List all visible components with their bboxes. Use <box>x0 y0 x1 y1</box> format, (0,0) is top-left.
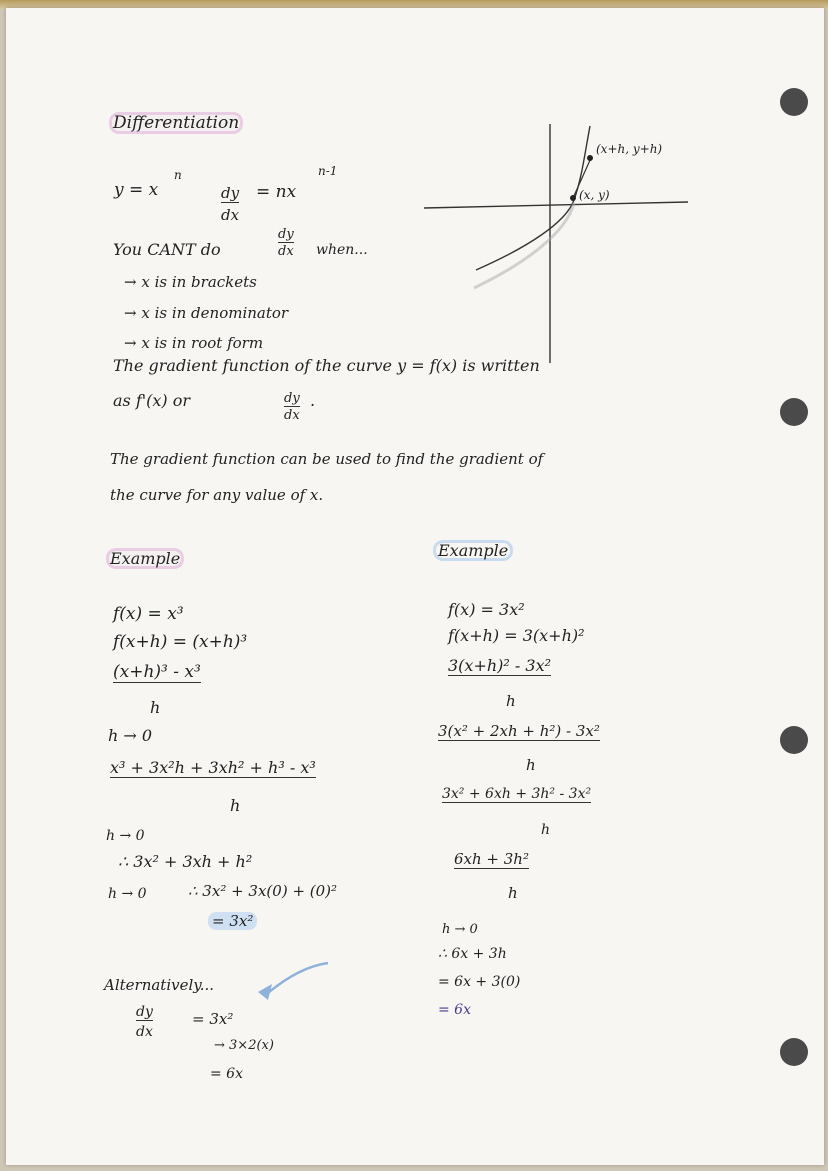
rule-deriv-bottom: dx <box>221 206 240 224</box>
rule-rhs-power: n-1 <box>318 164 338 178</box>
example-right-line: ∴ 6x + 3h <box>438 946 507 962</box>
rule-power: n <box>174 168 182 182</box>
gradient-def-line2: as f'(x) or <box>113 391 191 410</box>
alt-frac-bottom: dx <box>136 1024 153 1040</box>
cant-item: → x is in brackets <box>124 273 257 291</box>
example-right-line: h <box>506 692 516 710</box>
example-right-line: 3x² + 6xh + 3h² - 3x² <box>442 786 592 802</box>
alt-equation: = 3x² <box>192 1010 234 1028</box>
example-left-line: f(x+h) = (x+h)³ <box>113 632 248 652</box>
example-right-title: Example <box>433 540 513 561</box>
example-left-line: ∴ 3x² + 3xh + h² <box>118 852 253 871</box>
example-left-line: ∴ 3x² + 3x(0) + (0)² <box>188 882 338 900</box>
example-right-line: h <box>541 822 551 838</box>
gradient-def-frac-top: dy <box>284 391 300 406</box>
example-left-title: Example <box>106 548 184 569</box>
example-right-line: f(x) = 3x² <box>448 600 525 619</box>
graph-label-bottom: (x, y) <box>579 188 610 202</box>
example-left-line: f(x) = x³ <box>113 604 184 624</box>
example-right-line: 3(x² + 2xh + h²) - 3x² <box>438 722 600 740</box>
cant-tail: when... <box>316 242 368 258</box>
rule-lhs: y = x <box>114 180 159 200</box>
gradient-def-line1: The gradient function of the curve y = f(x) is written <box>113 356 540 375</box>
alt-result: = 6x <box>210 1066 243 1082</box>
cant-frac-top: dy <box>278 227 294 242</box>
cant-intro: You CANT do <box>113 240 221 259</box>
example-left-line: (x+h)³ - x³ <box>113 662 201 682</box>
cant-frac-bottom: dx <box>278 244 294 259</box>
example-left-line: h → 0 <box>108 886 147 902</box>
example-left-line: h <box>230 796 241 815</box>
example-right-line: 6xh + 3h² <box>454 850 529 868</box>
gradient-def-frac-bottom: dx <box>284 408 300 423</box>
page-title: Differentiation <box>109 112 243 134</box>
example-left-line: h <box>150 698 161 717</box>
example-right-result: = 6x <box>438 1002 471 1018</box>
rule-rhs: = nx <box>256 182 297 202</box>
graph-label-top: (x+h, y+h) <box>596 142 663 156</box>
notebook-page <box>6 8 824 1165</box>
cant-item: → x is in denominator <box>124 304 289 322</box>
example-right-line: h → 0 <box>442 922 478 937</box>
example-left-line: h → 0 <box>108 726 153 745</box>
example-left-line: x³ + 3x²h + 3xh² + h³ - x³ <box>110 758 316 777</box>
usage-line1: The gradient function can be used to find the gradient of <box>110 450 544 468</box>
example-right-line: = 6x + 3(0) <box>438 974 521 990</box>
example-right-line: 3(x+h)² - 3x² <box>448 656 552 675</box>
example-right-line: h <box>508 884 518 902</box>
alt-step: → 3×2(x) <box>214 1038 274 1053</box>
example-right-line: h <box>526 756 536 774</box>
alt-frac-top: dy <box>136 1004 153 1020</box>
gradient-def-end: . <box>310 391 316 410</box>
example-left-line: h → 0 <box>106 828 145 844</box>
alternatively-label: Alternatively... <box>104 976 215 994</box>
usage-line2: the curve for any value of x. <box>110 486 324 504</box>
rule-deriv-top: dy <box>221 184 240 202</box>
cant-item: → x is in root form <box>124 334 264 352</box>
example-right-line: f(x+h) = 3(x+h)² <box>448 626 585 645</box>
example-left-result: = 3x² <box>208 912 257 930</box>
